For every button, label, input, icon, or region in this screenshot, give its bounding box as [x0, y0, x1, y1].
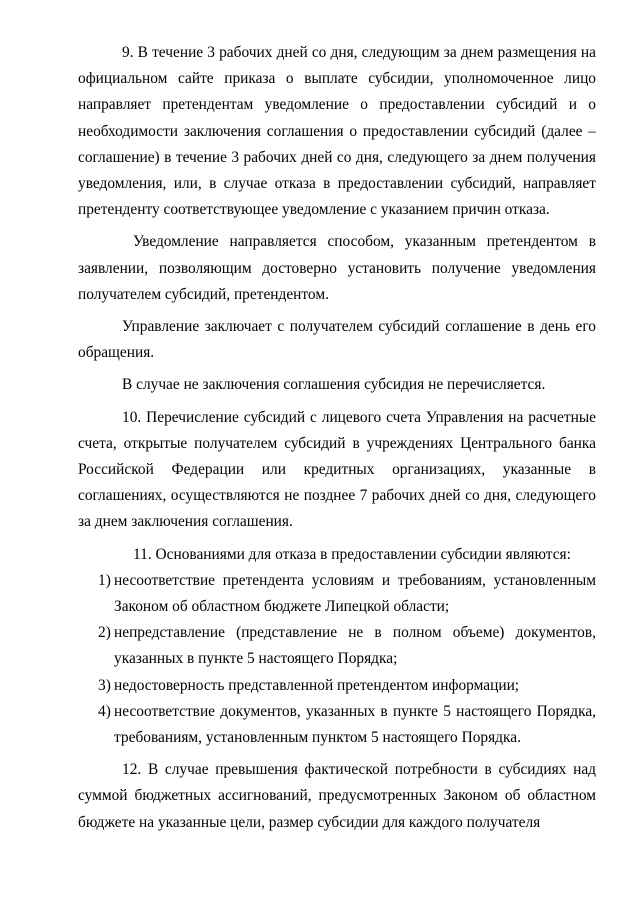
refusal-grounds-list — [78, 568, 596, 751]
paragraph-12: 12. В случае превышения фактической потребности в субсидиях над суммой бюджетных ассигнований, предусмотренных Законом об областном бюджете на указанные цели, размер субсидии для каждого получателя — [78, 761, 596, 831]
paragraph-no-agreement: В случае не заключения соглашения субсидия не перечисляется. — [122, 376, 546, 394]
list-item-number: 2) — [98, 624, 111, 642]
paragraph-9: 9. В течение 3 рабочих дней со дня, следующим за днем размещения на официальном сайте приказа о выплате субсидии, уполномоченное лицо направляет претендентам уведомление о предоставлении субсидий и о необходимости заключения соглашения о предоставлении субсидий (далее – соглашение) в течение 3 рабочих дней со дня, следующего за днем получения уведомления, или, в случае отказа в предоставлении субсидий, направляет претенденту соответствующее уведомление с указанием причин отказа. — [78, 44, 596, 219]
list-item — [78, 699, 596, 751]
list-item — [78, 568, 596, 620]
document-page — [78, 40, 596, 836]
list-item-number: 1) — [98, 571, 111, 589]
paragraph-11-intro: 11. Основаниями для отказа в предоставлении субсидии являются: — [133, 545, 571, 563]
list-item-number: 4) — [98, 702, 111, 720]
list-item-text: несоответствие документов, указанных в пункте 5 настоящего Порядка, требованиям, установленным пунктом 5 настоящего Порядка. — [114, 702, 596, 747]
list-item-text: непредставление (представление не в полном объеме) документов, указанных в пункте 5 настоящего Порядка; — [114, 624, 596, 668]
paragraph-notice-method: Уведомление направляется способом, указанным претендентом в заявлении, позволяющим достоверно установить получение уведомления получателем субсидий, претендентом. — [78, 233, 596, 303]
list-item — [78, 620, 596, 672]
paragraph-10: 10. Перечисление субсидий с лицевого счета Управления на расчетные счета, открытые получателем субсидий в учреждениях Центрального банка Российской Федерации или кредитных организациях, указанные в соглашениях, осуществляются не позднее 7 рабочих дней со дня, следующего за днем заключения соглашения. — [78, 408, 596, 531]
list-item-text: недостоверность представленной претендентом информации; — [114, 676, 520, 694]
list-item-number: 3) — [98, 676, 111, 694]
list-item-text: несоответствие претендента условиям и требованиям, установленным Законом об областном бюджете Липецкой области; — [114, 571, 596, 616]
paragraph-agreement: Управление заключает с получателем субсидий соглашение в день его обращения. — [78, 318, 596, 362]
list-item — [78, 673, 596, 699]
